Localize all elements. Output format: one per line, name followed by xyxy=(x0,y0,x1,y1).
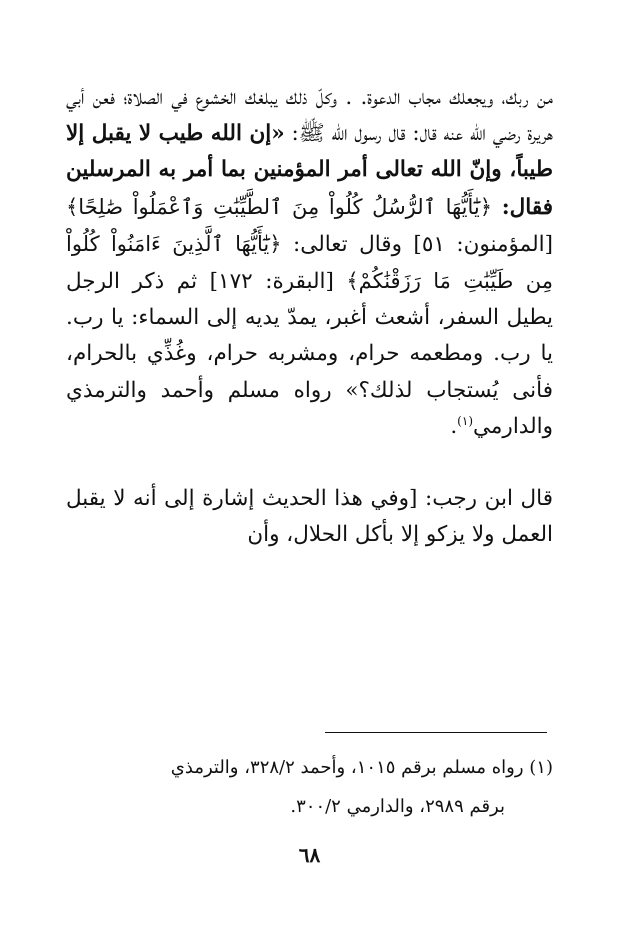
main-text xyxy=(66,80,553,553)
footnote-line-1: (١) رواه مسلم برقم ١٠١٥، وأحمد ٣٢٨/٢، والترمذي xyxy=(170,757,553,778)
intro-text: من ربك، ويجعلك مجاب الدعوة. . وكلّ ذلك يبلغك الخشوع في الصلاة؛ فعن أبي هريرة رضي الله عنه قال: قال رسول الله ﷺ: xyxy=(66,85,553,147)
paragraph-ibn-rajab: قال ابن رجب: [وفي هذا الحديث إشارة إلى أنه لا يقبل العمل ولا يزكو إلا بأكل الحلال، وأن xyxy=(66,486,553,548)
hadith-text: «إن الله طيب لا يقبل إلا طيباً، وإنّ الله تعالى أمر المؤمنين بما أمر به المرسلين فقال: xyxy=(66,121,553,220)
connector-text: وقال تعالى: xyxy=(281,231,414,257)
page-number: ٦٨ xyxy=(298,843,321,867)
footnote-line-2: برقم ٢٩٨٩، والدارمي ٣٠٠/٢. xyxy=(290,796,505,817)
hadith-continuation: ثم ذكر الرجل يطيل السفر، أشعث أغبر، يمدّ يديه إلى السماء: يا رب. يا رب. ومطعمه حرام، ومشربه حرام، وغُذِّي بالحرام، فأنى يُستجاب لذلك؟» رواه مسلم وأحمد والترمذي والدارمي xyxy=(66,269,553,439)
quran-verse-1: ﴿يَٰٓأَيُّهَا ٱلرُّسُلُ كُلُواْ مِنَ ٱلطَّيِّبَٰتِ وَٱعْمَلُواْ صَٰلِحًا﴾ xyxy=(66,194,502,219)
sentence-end: . xyxy=(450,413,458,439)
paragraph-hadith xyxy=(66,80,553,445)
footnotes xyxy=(66,748,553,826)
footnote-divider xyxy=(325,732,547,733)
surah-reference-2: [البقرة: ١٧٢] xyxy=(209,269,334,295)
quran-verse-2: ﴿يَٰٓأَيُّهَا ٱلَّذِينَ ءَامَنُواْ كُلُواْ مِن طَيِّبَٰتِ مَا رَزَقْنَٰكُمْ﴾ xyxy=(66,231,553,294)
footnote-marker: (١) xyxy=(457,413,473,428)
surah-reference-1: [المؤمنون: ٥١] xyxy=(413,231,553,257)
